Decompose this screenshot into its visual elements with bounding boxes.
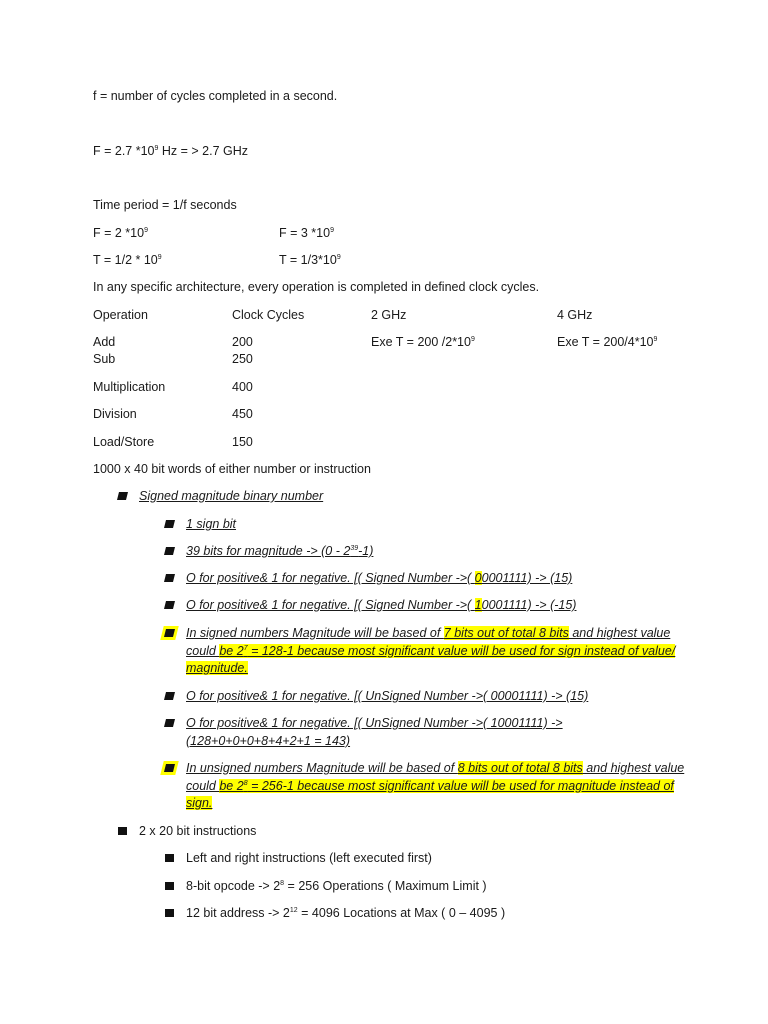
bullet-icon — [117, 492, 128, 500]
bullet-icon — [164, 692, 175, 700]
table-cell-op: Division — [93, 407, 137, 421]
bullet-icon — [164, 719, 175, 727]
table-cell-cycles: 200 — [232, 335, 253, 349]
freq-definition: f = number of cycles completed in a second. — [93, 89, 338, 103]
signed-title: Signed magnitude binary number — [139, 489, 324, 503]
freq-3ghz: F = 3 $*10^9$ — [279, 226, 334, 240]
table-cell-op: Sub — [93, 352, 116, 366]
architecture-statement: In any specific architecture, every operation is completed in defined clock cycles. — [93, 280, 540, 294]
table-cell-op: Multiplication — [93, 380, 166, 394]
unsigned-magnitude-note: In unsigned numbers Magnitude will be based of 8 bits out of total 8 bits and highest value could be $2^8 = 256-1$ because most significant value will be used for magnitude instead of sign. — [186, 761, 685, 810]
bullet-icon — [164, 764, 175, 772]
signed-magnitude-note: In signed numbers Magnitude will be based of 7 bits out of total 8 bits and highest value could be $2^7 = 128-1$ because most significant value will be used for sign instead of value/ magnitude. — [186, 626, 676, 675]
table-cell-cycles: 250 — [232, 352, 253, 366]
bullet-icon — [164, 574, 175, 582]
exe-time-2ghz: Exe T = 200 $/2*10^9$ — [371, 335, 475, 349]
words-statement: 1000 x 40 bit words of either number or instruction — [93, 462, 371, 476]
unsigned-negative-item-cont: (128+0+0+0+8+4+2+1 = 143) — [186, 734, 351, 748]
sign-bit-item: 1 sign bit — [186, 517, 237, 531]
signed-positive-item: O for positive& 1 for negative. [( Signed Number ->( 00001111) -> (15) — [186, 571, 573, 585]
instructions-title: 2 x 20 bit instructions — [139, 824, 257, 838]
table-cell-cycles: 150 — [232, 435, 253, 449]
address-item: 12 bit address -> $2^{12} = 4096$ Locations at Max ( 0 – 4095 ) — [186, 906, 506, 920]
bullet-icon — [164, 601, 175, 609]
table-cell-cycles: 450 — [232, 407, 253, 421]
bullet-icon — [164, 629, 175, 637]
bullet-icon — [164, 547, 175, 555]
left-right-item: Left and right instructions (left executed first) — [186, 851, 432, 865]
table-header-4ghz: 4 GHz — [557, 308, 593, 322]
period-definition: Time period = 1/f seconds — [93, 198, 237, 212]
freq-value: F = 2.7 $*10^9$ Hz = > 2.7 GHz — [93, 144, 249, 158]
table-cell-op: Add — [93, 335, 116, 349]
exe-time-4ghz: Exe $T = 200/4*10^9$ — [557, 335, 658, 349]
table-header-cycles: Clock Cycles — [232, 308, 305, 322]
unsigned-positive-item: O for positive& 1 for negative. [( UnSigned Number ->( 00001111) -> (15) — [186, 689, 589, 703]
table-cell-cycles: 400 — [232, 380, 253, 394]
freq-2ghz: F = 2 $*10^9$ — [93, 226, 148, 240]
unsigned-negative-item: O for positive& 1 for negative. [( UnSigned Number ->( 10001111) -> — [186, 716, 563, 730]
bullet-icon — [165, 882, 174, 890]
bullet-icon — [165, 854, 174, 862]
opcode-item: 8-bit opcode -> $2^8 = 256$ Operations ( Maximum Limit ) — [186, 879, 487, 893]
bullet-icon — [118, 827, 127, 835]
period-2ghz: $T = 1/2 * 10^9$ — [93, 253, 162, 267]
period-3ghz: $T = 1/3*10^9$ — [279, 253, 341, 267]
table-cell-op: Load/Store — [93, 435, 155, 449]
magnitude-bits-item: 39 bits for magnitude -> $(0 - 2^{39}-1)$ — [186, 544, 374, 558]
bullet-icon — [164, 520, 175, 528]
signed-negative-item: O for positive& 1 for negative. [( Signed Number ->( 10001111) -> (-15) — [186, 598, 577, 612]
table-header-2ghz: 2 GHz — [371, 308, 407, 322]
bullet-icon — [165, 909, 174, 917]
table-header-operation: Operation — [93, 308, 148, 322]
